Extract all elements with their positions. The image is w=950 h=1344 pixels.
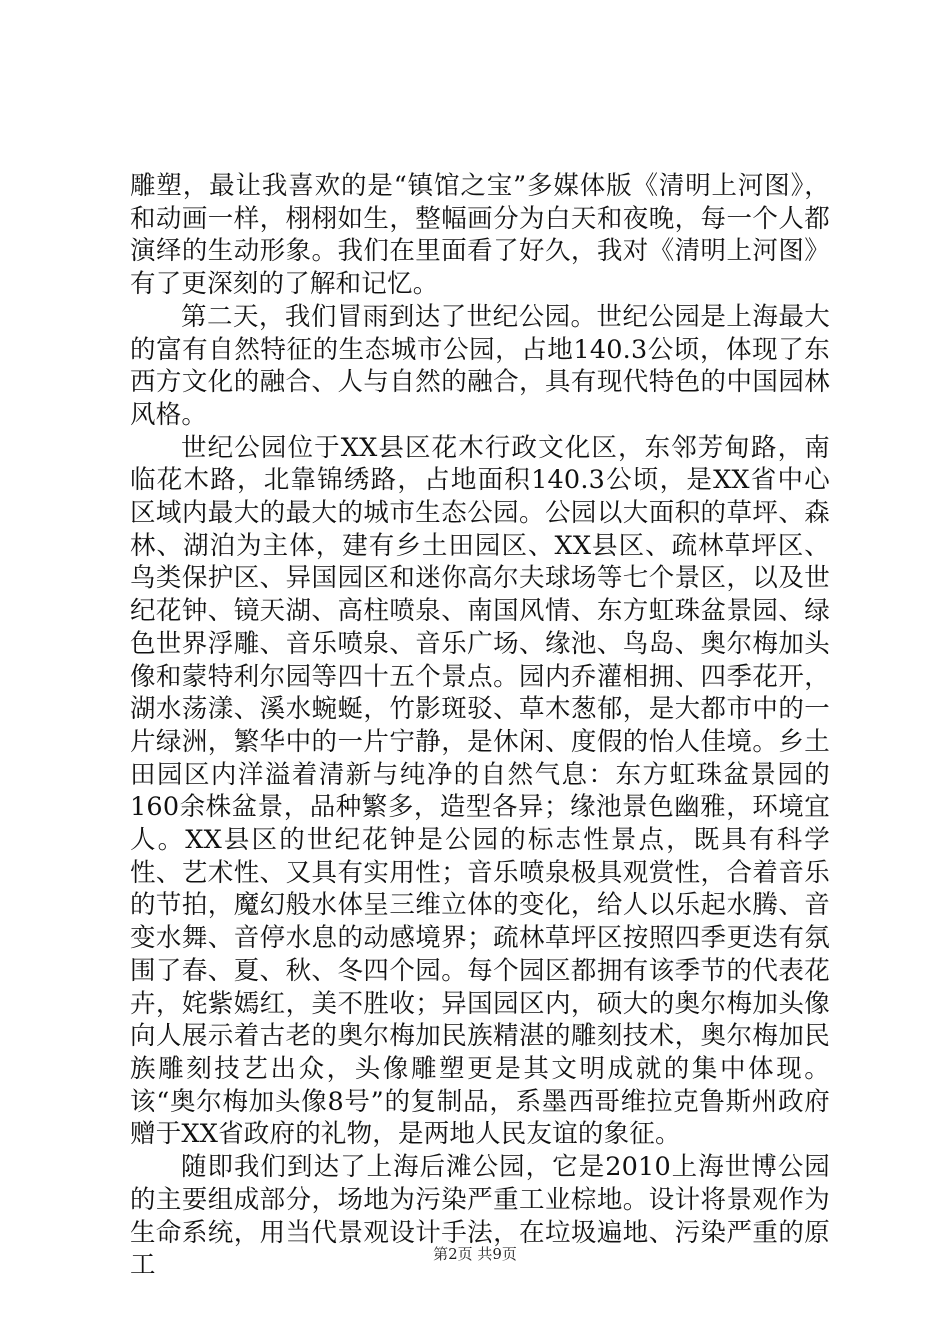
page-footer: 第2页 共9页 [433,1245,517,1263]
paragraph-1: 雕塑，最让我喜欢的是“镇馆之宝”多媒体版《清明上河图》，和动画一样，栩栩如生，整幅画分为白天和夜晚，每一个人都演绎的生动形象。我们在里面看了好久，我对《清明上河图》有了更深刻的了解和记忆。 [130,171,830,300]
paragraph-4: 随即我们到达了上海后滩公园，它是2010上海世博公园的主要组成部分，场地为污染严重工业棕地。设计将景观作为生命系统，用当代景观设计手法，在垃圾遍地、污染严重的原工 [130,1152,830,1281]
paragraph-2: 第二天，我们冒雨到达了世纪公园。世纪公园是上海最大的富有自然特征的生态城市公园，占地140.3公顷，体现了东西方文化的融合、人与自然的融合，具有现代特色的中国园林风格。 [130,301,830,430]
paragraph-3: 世纪公园位于XX县区花木行政文化区，东邻芳甸路，南临花木路，北靠锦绣路，占地面积140.3公顷，是XX省中心区域内最大的最大的城市生态公园。公园以大面积的草坪、森林、湖泊为主体，建有乡土田园区、XX县区、疏林草坪区、鸟类保护区、异国园区和迷你高尔夫球场等七个景区，以及世纪花钟、镜天湖、高柱喷泉、南国风情、东方虹珠盆景园、绿色世界浮雕、音乐喷泉、音乐广场、缘池、鸟岛、奥尔梅加头像和蒙特利尔园等四十五个景点。园内乔灌相拥、四季花开，湖水荡漾、溪水蜿蜒，竹影斑驳、草木葱郁，是大都市中的一片绿洲，繁华中的一片宁静，是休闲、度假的怡人佳境。乡土田园区内洋溢着清新与纯净的自然气息：东方虹珠盆景园的160余株盆景，品种繁多，造型各异；缘池景色幽雅，环境宜人。XX县区的世纪花钟是公园的标志性景点，既具有科学性、艺术性、又具有实用性；音乐喷泉极具观赏性，合着音乐的节拍，魔幻般水体呈三维立体的变化，给人以乐起水腾、音变水舞、音停水息的动感境界；疏林草坪区按照四季更迭有氛围了春、夏、秋、冬四个园。每个园区都拥有该季节的代表花卉，姹紫嫣红，美不胜收；异国园区内，硕大的奥尔梅加头像向人展示着古老的奥尔梅加民族精湛的雕刻技术，奥尔梅加民族雕刻技艺出众，头像雕塑更是其文明成就的集中体现。该“奥尔梅加头像8号”的复制品，系墨西哥维拉克鲁斯州政府赠于XX省政府的礼物，是两地人民友谊的象征。 [130,432,830,1150]
document-body [130,170,830,1282]
